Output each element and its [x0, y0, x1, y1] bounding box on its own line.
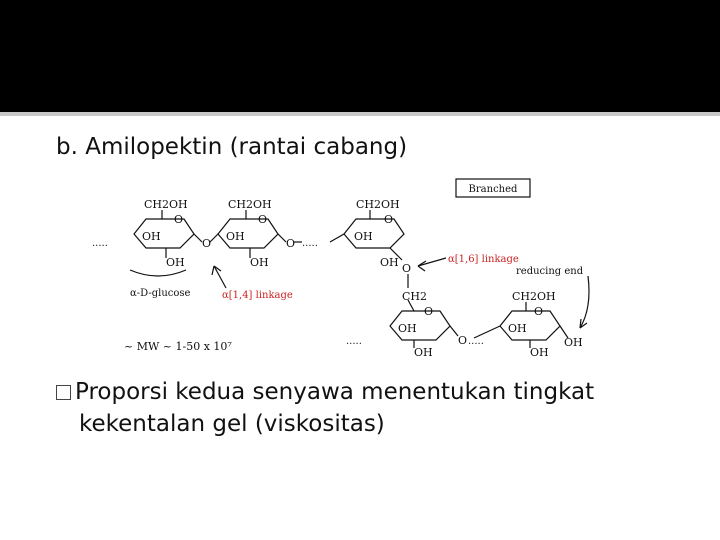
ch2oh-label: CH2OH	[356, 198, 400, 211]
oh-label: OH	[142, 230, 161, 243]
title-divider	[0, 112, 720, 116]
oh-label: OH	[250, 256, 269, 269]
glycosidic-oxygen-label: O	[458, 334, 468, 347]
ch2-label: CH2	[402, 290, 428, 303]
ring-oxygen-label: O	[258, 213, 268, 226]
oh-label: OH	[398, 322, 417, 335]
bullet-text-line2: kekentalan gel (viskositas)	[79, 411, 385, 437]
bullet-text-line1: Proporsi kedua senyawa menentukan tingkat	[75, 379, 595, 405]
oh-label: OH	[508, 322, 527, 335]
oh-label: OH	[530, 346, 549, 359]
bullet-point	[56, 376, 696, 440]
chain-continuation-dots: .....	[302, 238, 318, 249]
oh-label: OH	[414, 346, 433, 359]
alpha-1-6-linkage-label: α[1,6] linkage	[448, 254, 519, 265]
chain-continuation-dots: .....	[468, 336, 484, 347]
chain-continuation-dots: .....	[92, 238, 108, 249]
ch2oh-label: CH2OH	[228, 198, 272, 211]
reducing-end-label: reducing end	[516, 266, 584, 277]
ch2oh-label: CH2OH	[512, 290, 556, 303]
chain-continuation-dots: .....	[346, 336, 362, 347]
bullet-box-icon	[56, 385, 71, 400]
ring-oxygen-label: O	[534, 305, 544, 318]
oh-label: OH	[226, 230, 245, 243]
oh-label: OH	[380, 256, 399, 269]
glycosidic-oxygen-label: O	[402, 262, 412, 275]
oh-label: OH	[564, 336, 583, 349]
molecular-weight-label: ~ MW ~ 1-50 x 10⁷	[124, 340, 232, 353]
glycosidic-oxygen-label: O	[202, 237, 212, 250]
ring-oxygen-label: O	[174, 213, 184, 226]
alpha-d-glucose-label: α-D-glucose	[130, 288, 191, 299]
oh-label: OH	[354, 230, 373, 243]
section-heading: b. Amilopektin (rantai cabang)	[56, 134, 408, 160]
ring-oxygen-label: O	[384, 213, 394, 226]
ring-oxygen-label: O	[424, 305, 434, 318]
amylopectin-structure-figure	[92, 176, 614, 366]
glycosidic-oxygen-label: O	[286, 237, 296, 250]
ch2oh-label: CH2OH	[144, 198, 188, 211]
title-band	[0, 0, 720, 112]
branched-badge-label: Branched	[468, 184, 518, 195]
oh-label: OH	[166, 256, 185, 269]
alpha-1-4-linkage-label: α[1,4] linkage	[222, 290, 293, 301]
